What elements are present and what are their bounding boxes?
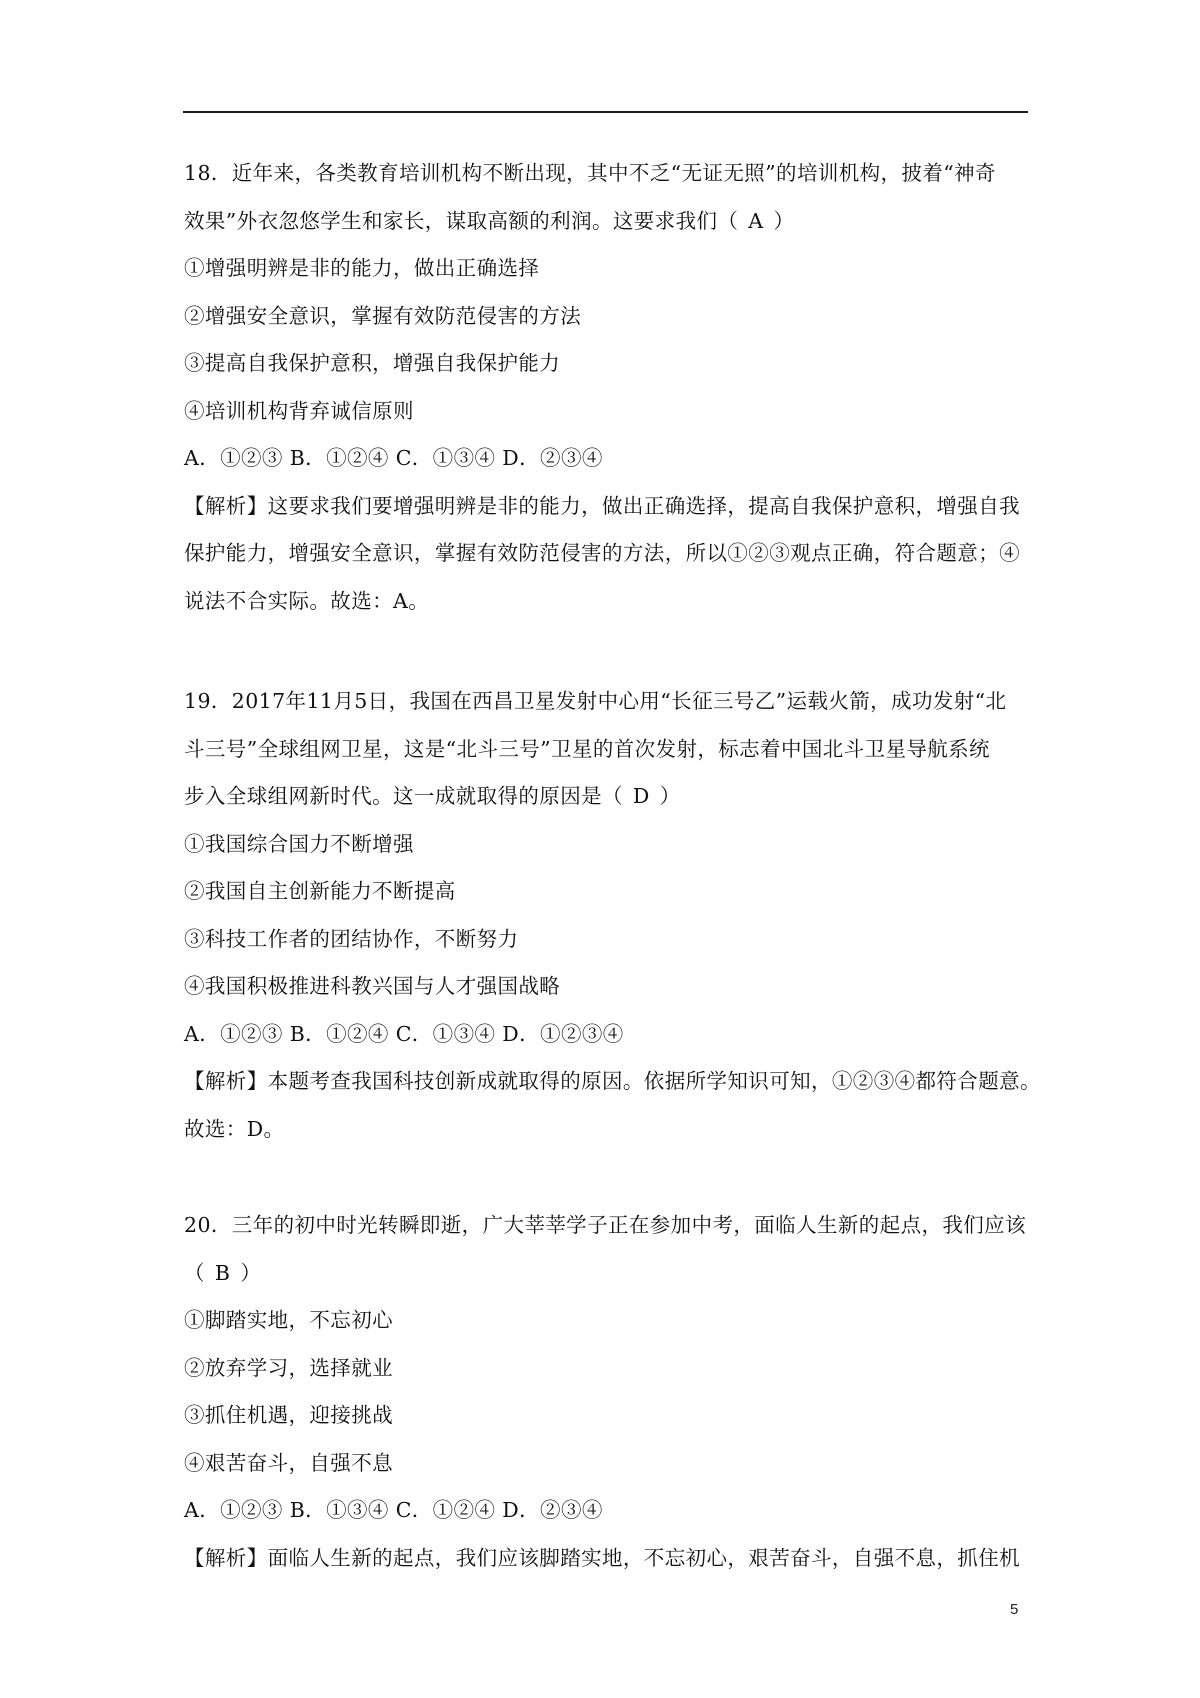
analysis-line: 保护能力，增强安全意识，掌握有效防范侵害的方法，所以①②③观点正确，符合题意；④ <box>184 541 1020 565</box>
analysis-line: 【解析】这要求我们要增强明辨是非的能力，做出正确选择，提高自我保护意积，增强自我 <box>184 493 1020 518</box>
option-item: ③抓住机遇，迎接挑战 <box>184 1403 393 1427</box>
analysis-line: 【解析】面临人生新的起点，我们应该脚踏实地，不忘初心，艰苦奋斗，自强不息，抓住机 <box>184 1545 1020 1570</box>
stem-close-paren: ） <box>773 208 795 233</box>
answer-letter: D <box>632 784 650 808</box>
question-stem-line: 18．近年来，各类教育培训机构不断出现，其中不乏“无证无照”的培训机构，披着“神奇 <box>184 161 996 185</box>
answer-letter: A <box>748 208 764 233</box>
question-18 <box>184 150 1020 625</box>
question-stem-line: 19．2017年11月5日，我国在西昌卫星发射中心用“长征三号乙”运载火箭，成功发射“北 <box>184 689 1007 713</box>
option-item: ④我国积极推进科教兴国与人才强国战略 <box>184 974 561 998</box>
option-item: ③提高自我保护意积，增强自我保护能力 <box>184 351 561 375</box>
question-stem-line: 20．三年的初中时光转瞬即逝，广大莘莘学子正在参加中考，面临人生新的起点，我们应该 <box>184 1213 1026 1237</box>
header-rule <box>183 111 1028 113</box>
choices-line: A．①②③ B．①②④ C．①③④ D．①②③④ <box>184 1021 624 1046</box>
question-stem-text: （ <box>184 1260 205 1285</box>
option-item: ④艰苦奋斗，自强不息 <box>184 1450 393 1475</box>
question-19 <box>184 678 1041 1153</box>
option-item: ①脚踏实地，不忘初心 <box>184 1308 393 1332</box>
option-item: ②放弃学习，选择就业 <box>184 1355 393 1380</box>
analysis-line: 【解析】本题考查我国科技创新成就取得的原因。依据所学知识可知，①②③④都符合题意。 <box>184 1069 1041 1093</box>
page-number: 5 <box>1010 1601 1019 1618</box>
question-stem-line <box>184 1250 1026 1298</box>
option-item: ②我国自主创新能力不断提高 <box>184 879 456 903</box>
option-item: ④培训机构背弃诚信原则 <box>184 398 414 423</box>
question-stem-text: 步入全球组网新时代。这一成就取得的原因是（ <box>184 784 623 808</box>
question-stem-line <box>184 773 1041 821</box>
analysis-line: 说法不合实际。故选：A。 <box>184 588 430 613</box>
stem-close-paren: ） <box>659 784 681 808</box>
choices-line: A．①②③ B．①③④ C．①②④ D．②③④ <box>184 1498 603 1522</box>
option-item: ①增强明辨是非的能力，做出正确选择 <box>184 256 540 280</box>
option-item: ①我国综合国力不断增强 <box>184 831 414 856</box>
question-20 <box>184 1202 1026 1582</box>
analysis-line: 故选：D。 <box>184 1116 285 1141</box>
answer-letter: B <box>214 1260 231 1285</box>
option-item: ②增强安全意识，掌握有效防范侵害的方法 <box>184 303 582 328</box>
choices-line: A．①②③ B．①②④ C．①③④ D．②③④ <box>184 446 603 470</box>
option-item: ③科技工作者的团结协作，不断努力 <box>184 926 519 951</box>
question-stem-line <box>184 198 1020 246</box>
question-stem-line: 斗三号”全球组网卫星，这是“北斗三号”卫星的首次发射，标志着中国北斗卫星导航系统 <box>184 736 990 761</box>
stem-close-paren: ） <box>240 1260 262 1285</box>
question-stem-text: 效果”外衣忽悠学生和家长，谋取高额的利润。这要求我们（ <box>184 208 739 233</box>
